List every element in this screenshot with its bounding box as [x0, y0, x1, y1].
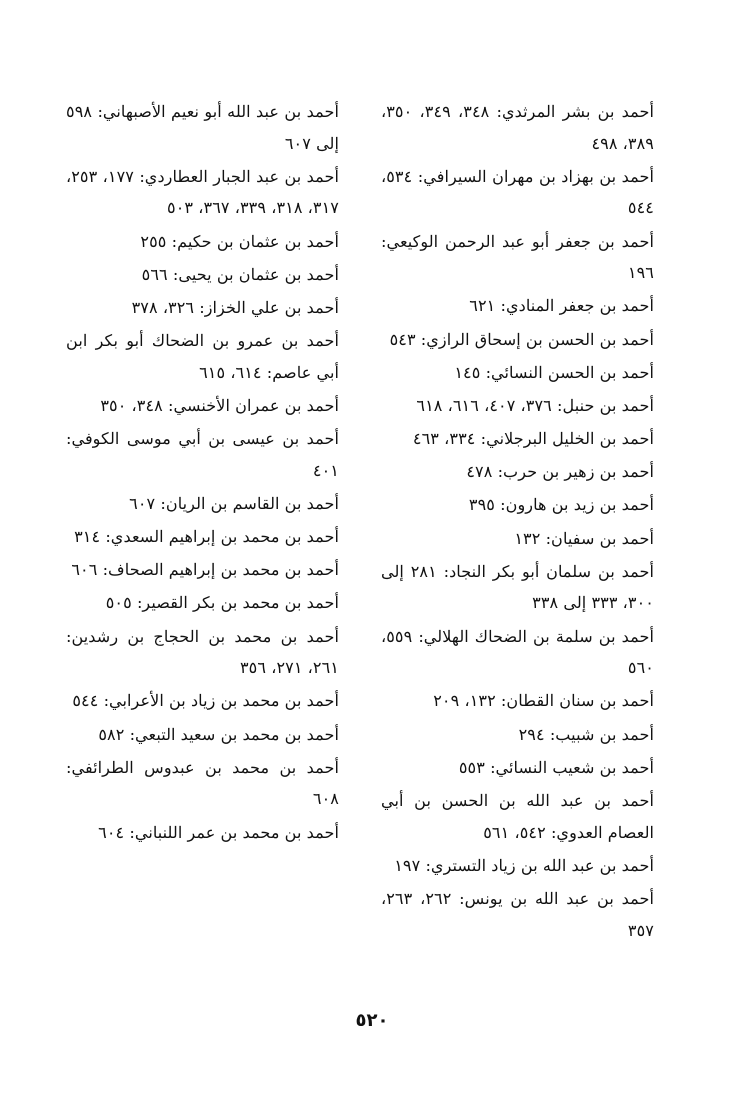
- index-entry: أحمد بن محمد بن إبراهيم الصحاف: ٦٠٦: [71, 560, 339, 580]
- index-entry: أحمد بن الحسن بن إسحاق الرازي: ٥٤٣: [389, 329, 654, 349]
- index-entry: أحمد بن عبد الله أبو نعيم الأصبهاني: ٥٩٨ إلى ٦٠٧: [66, 102, 339, 153]
- index-entry: أحمد بن محمد بن سعيد التبعي: ٥٨٢: [98, 724, 339, 744]
- index-entry: أحمد بن عثمان بن يحيى: ٥٦٦: [141, 264, 339, 284]
- index-entry: أحمد بن سلمان أبو بكر النجاد: ٢٨١ إلى ٣٠٠، ٣٣٣ إلى ٣٣٨: [381, 561, 654, 613]
- index-entry: أحمد بن جعفر المنادي: ٦٢١: [469, 296, 654, 316]
- index-entry: أحمد بن عمرو بن الضحاك أبو بكر ابن أبي عاصم: ٦١٤، ٦١٥: [66, 331, 339, 382]
- index-entry: أحمد بن عبد الله بن الحسن بن أبي العصام العدوي: ٥٤٢، ٥٦١: [381, 790, 654, 842]
- index-entry: أحمد بن زيد بن هارون: ٣٩٥: [468, 495, 654, 515]
- index-page: [66, 96, 654, 996]
- index-entry: أحمد بن سفيان: ١٣٢: [514, 528, 654, 548]
- index-entry: أحمد بن عثمان بن حكيم: ٢٥٥: [140, 231, 339, 251]
- index-entry: أحمد بن عيسى بن أبي موسى الكوفي: ٤٠١: [66, 429, 339, 480]
- index-entry: أحمد بن شعيب النسائي: ٥٥٣: [458, 757, 654, 777]
- index-entry: أحمد بن محمد بن عبدوس الطرائفي: ٦٠٨: [66, 757, 339, 809]
- index-entry: أحمد بن عبد الله بن زياد التستري: ١٩٧: [394, 855, 654, 875]
- index-entry: أحمد بن عبد الله بن يونس: ٢٦٢، ٢٦٣، ٣٥٧: [381, 888, 654, 940]
- index-entry: أحمد بن عمران الأخنسي: ٣٤٨، ٣٥٠: [100, 395, 339, 415]
- index-column-right: [381, 96, 654, 996]
- index-entry: أحمد بن سنان القطان: ١٣٢، ٢٠٩: [433, 691, 654, 711]
- index-column-left: [66, 96, 339, 996]
- index-entry: أحمد بن علي الخزاز: ٣٢٦، ٣٧٨: [131, 297, 339, 317]
- index-entry: أحمد بن محمد بن الحجاج بن رشدين: ٢٦١، ٢٧١، ٣٥٦: [66, 626, 339, 678]
- index-entry: أحمد بن بشر المرثدي: ٣٤٨، ٣٤٩، ٣٥٠، ٣٨٩، ٤٩٨: [381, 102, 655, 153]
- index-entry: أحمد بن الخليل البرجلاني: ٣٣٤، ٤٦٣: [412, 429, 654, 449]
- index-entry: أحمد بن سلمة بن الضحاك الهلالي: ٥٥٩، ٥٦٠: [381, 626, 654, 678]
- index-entry: أحمد بن محمد بن عمر اللنباني: ٦٠٤: [98, 822, 339, 842]
- index-entry: أحمد بن جعفر أبو عبد الرحمن الوكيعي: ١٩٦: [381, 231, 654, 283]
- page-number: ٥٢٠: [355, 1010, 389, 1031]
- index-entry: أحمد بن الحسن النسائي: ١٤٥: [454, 362, 654, 382]
- index-entry: أحمد بن حنبل: ٣٧٦، ٤٠٧، ٦١٦، ٦١٨: [416, 395, 654, 415]
- index-entry: أحمد بن زهير بن حرب: ٤٧٨: [466, 462, 654, 482]
- index-entry: أحمد بن شبيب: ٢٩٤: [518, 724, 654, 744]
- index-entry: أحمد بن القاسم بن الريان: ٦٠٧: [129, 493, 339, 513]
- index-entry: أحمد بن محمد بن زياد بن الأعرابي: ٥٤٤: [72, 691, 339, 711]
- index-entry: أحمد بن محمد بن بكر القصير: ٥٠٥: [105, 593, 339, 613]
- index-entry: أحمد بن بهزاد بن مهران السيرافي: ٥٣٤، ٥٤٤: [381, 166, 654, 218]
- index-entry: أحمد بن عبد الجبار العطاردي: ١٧٧، ٢٥٣، ٣١٧، ٣١٨، ٣٣٩، ٣٦٧، ٥٠٣: [66, 166, 339, 218]
- index-entry: أحمد بن محمد بن إبراهيم السعدي: ٣١٤: [74, 527, 339, 547]
